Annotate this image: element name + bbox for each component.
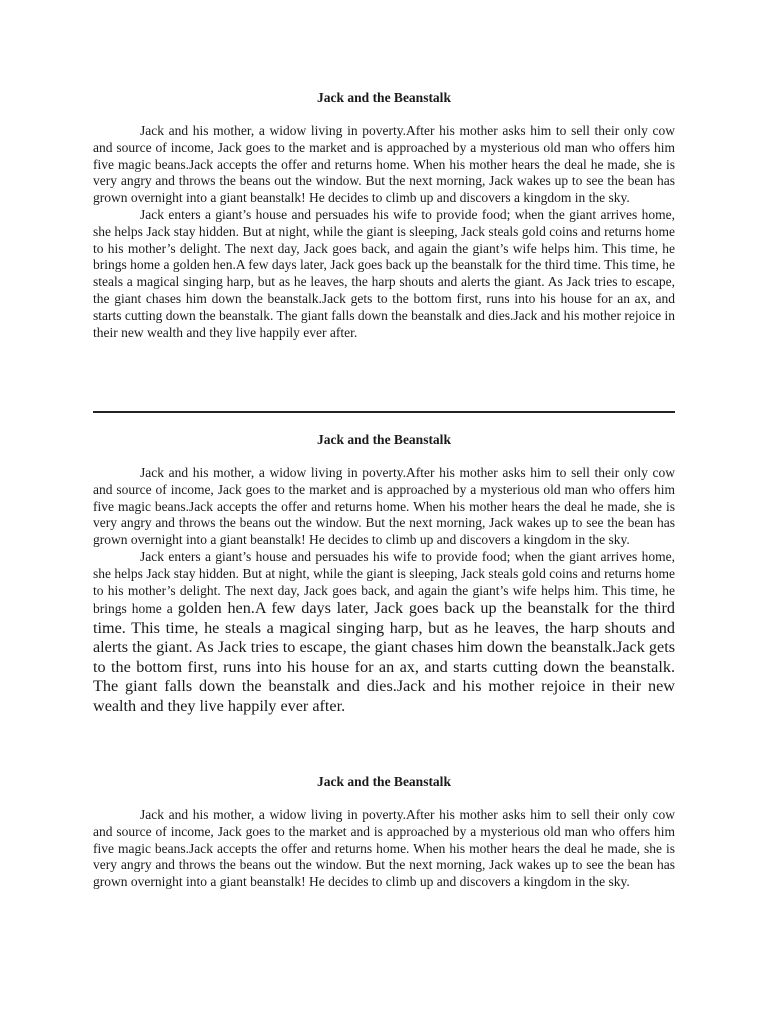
story-section-1 — [93, 90, 675, 341]
section-divider — [93, 411, 675, 413]
story-title: Jack and the Beanstalk — [317, 90, 451, 105]
story-title: Jack and the Beanstalk — [317, 774, 451, 789]
story-paragraph: Jack and his mother, a widow living in poverty.After his mother asks him to sell their only cow and source of income, Jack goes to the market and is approached by a mysterious old man who offers him five magic beans.Jack accepts the offer and returns home. When his mother hears the deal he made, she is very angry and throws the beans out the window. But the next morning, Jack wakes up to see the bean has grown overnight into a giant beanstalk! He decides to climb up and discovers a kingdom in the sky. — [93, 123, 675, 206]
paragraph-small-text: Jack enters a giant’s house and persuades his wife to provide food; when the giant arrives home, she helps Jack stay hidden. But at night, while the giant is sleeping, Jack steals gold coins and returns home to his mother’s delight. The next day, Jack goes back, and again the giant’s wife helps him. This time, he brings home a — [93, 548, 675, 617]
story-paragraph: Jack and his mother, a widow living in poverty.After his mother asks him to sell their only cow and source of income, Jack goes to the market and is approached by a mysterious old man who offers him five magic beans.Jack accepts the offer and returns home. When his mother hears the deal he made, she is very angry and throws the beans out the window. But the next morning, Jack wakes up to see the bean has grown overnight into a giant beanstalk! He decides to climb up and discovers a kingdom in the sky. — [93, 807, 675, 890]
story-section-2 — [93, 432, 675, 716]
story-section-3 — [93, 774, 675, 891]
story-body — [93, 807, 675, 891]
story-body — [93, 465, 675, 716]
story-paragraph: Jack enters a giant’s house and persuades his wife to provide food; when the giant arrives home, she helps Jack stay hidden. But at night, while the giant is sleeping, Jack steals gold coins and returns home to his mother’s delight. The next day, Jack goes back, and again the giant’s wife helps him. This time, he brings home a golden hen.A few days later, Jack goes back up the beanstalk for the third time. This time, he steals a magical singing harp, but as he leaves, the harp shouts and alerts the giant. As Jack tries to escape, the giant chases him down the beanstalk.Jack gets to the bottom first, runs into his house for an ax, and starts cutting down the beanstalk. The giant falls down the beanstalk and dies.Jack and his mother rejoice in their new wealth and they live happily ever after. — [93, 206, 675, 340]
paragraph-large-text: golden hen.A few days later, Jack goes back up the beanstalk for the third time. This time, he steals a magical singing harp, but as he leaves, the harp shouts and alerts the giant. As Jack tries to escape, the giant chases him down the beanstalk.Jack gets to the bottom first, runs into his house for an ax, and starts cutting down the beanstalk. The giant falls down the beanstalk and dies.Jack and his mother rejoice in their new wealth and they live happily ever after. — [93, 599, 675, 715]
story-body — [93, 123, 675, 341]
story-paragraph-mixed — [93, 549, 675, 716]
story-paragraph: Jack and his mother, a widow living in poverty.After his mother asks him to sell their only cow and source of income, Jack goes to the market and is approached by a mysterious old man who offers him five magic beans.Jack accepts the offer and returns home. When his mother hears the deal he made, she is very angry and throws the beans out the window. But the next morning, Jack wakes up to see the bean has grown overnight into a giant beanstalk! He decides to climb up and discovers a kingdom in the sky. — [93, 465, 675, 548]
story-title: Jack and the Beanstalk — [317, 432, 451, 447]
